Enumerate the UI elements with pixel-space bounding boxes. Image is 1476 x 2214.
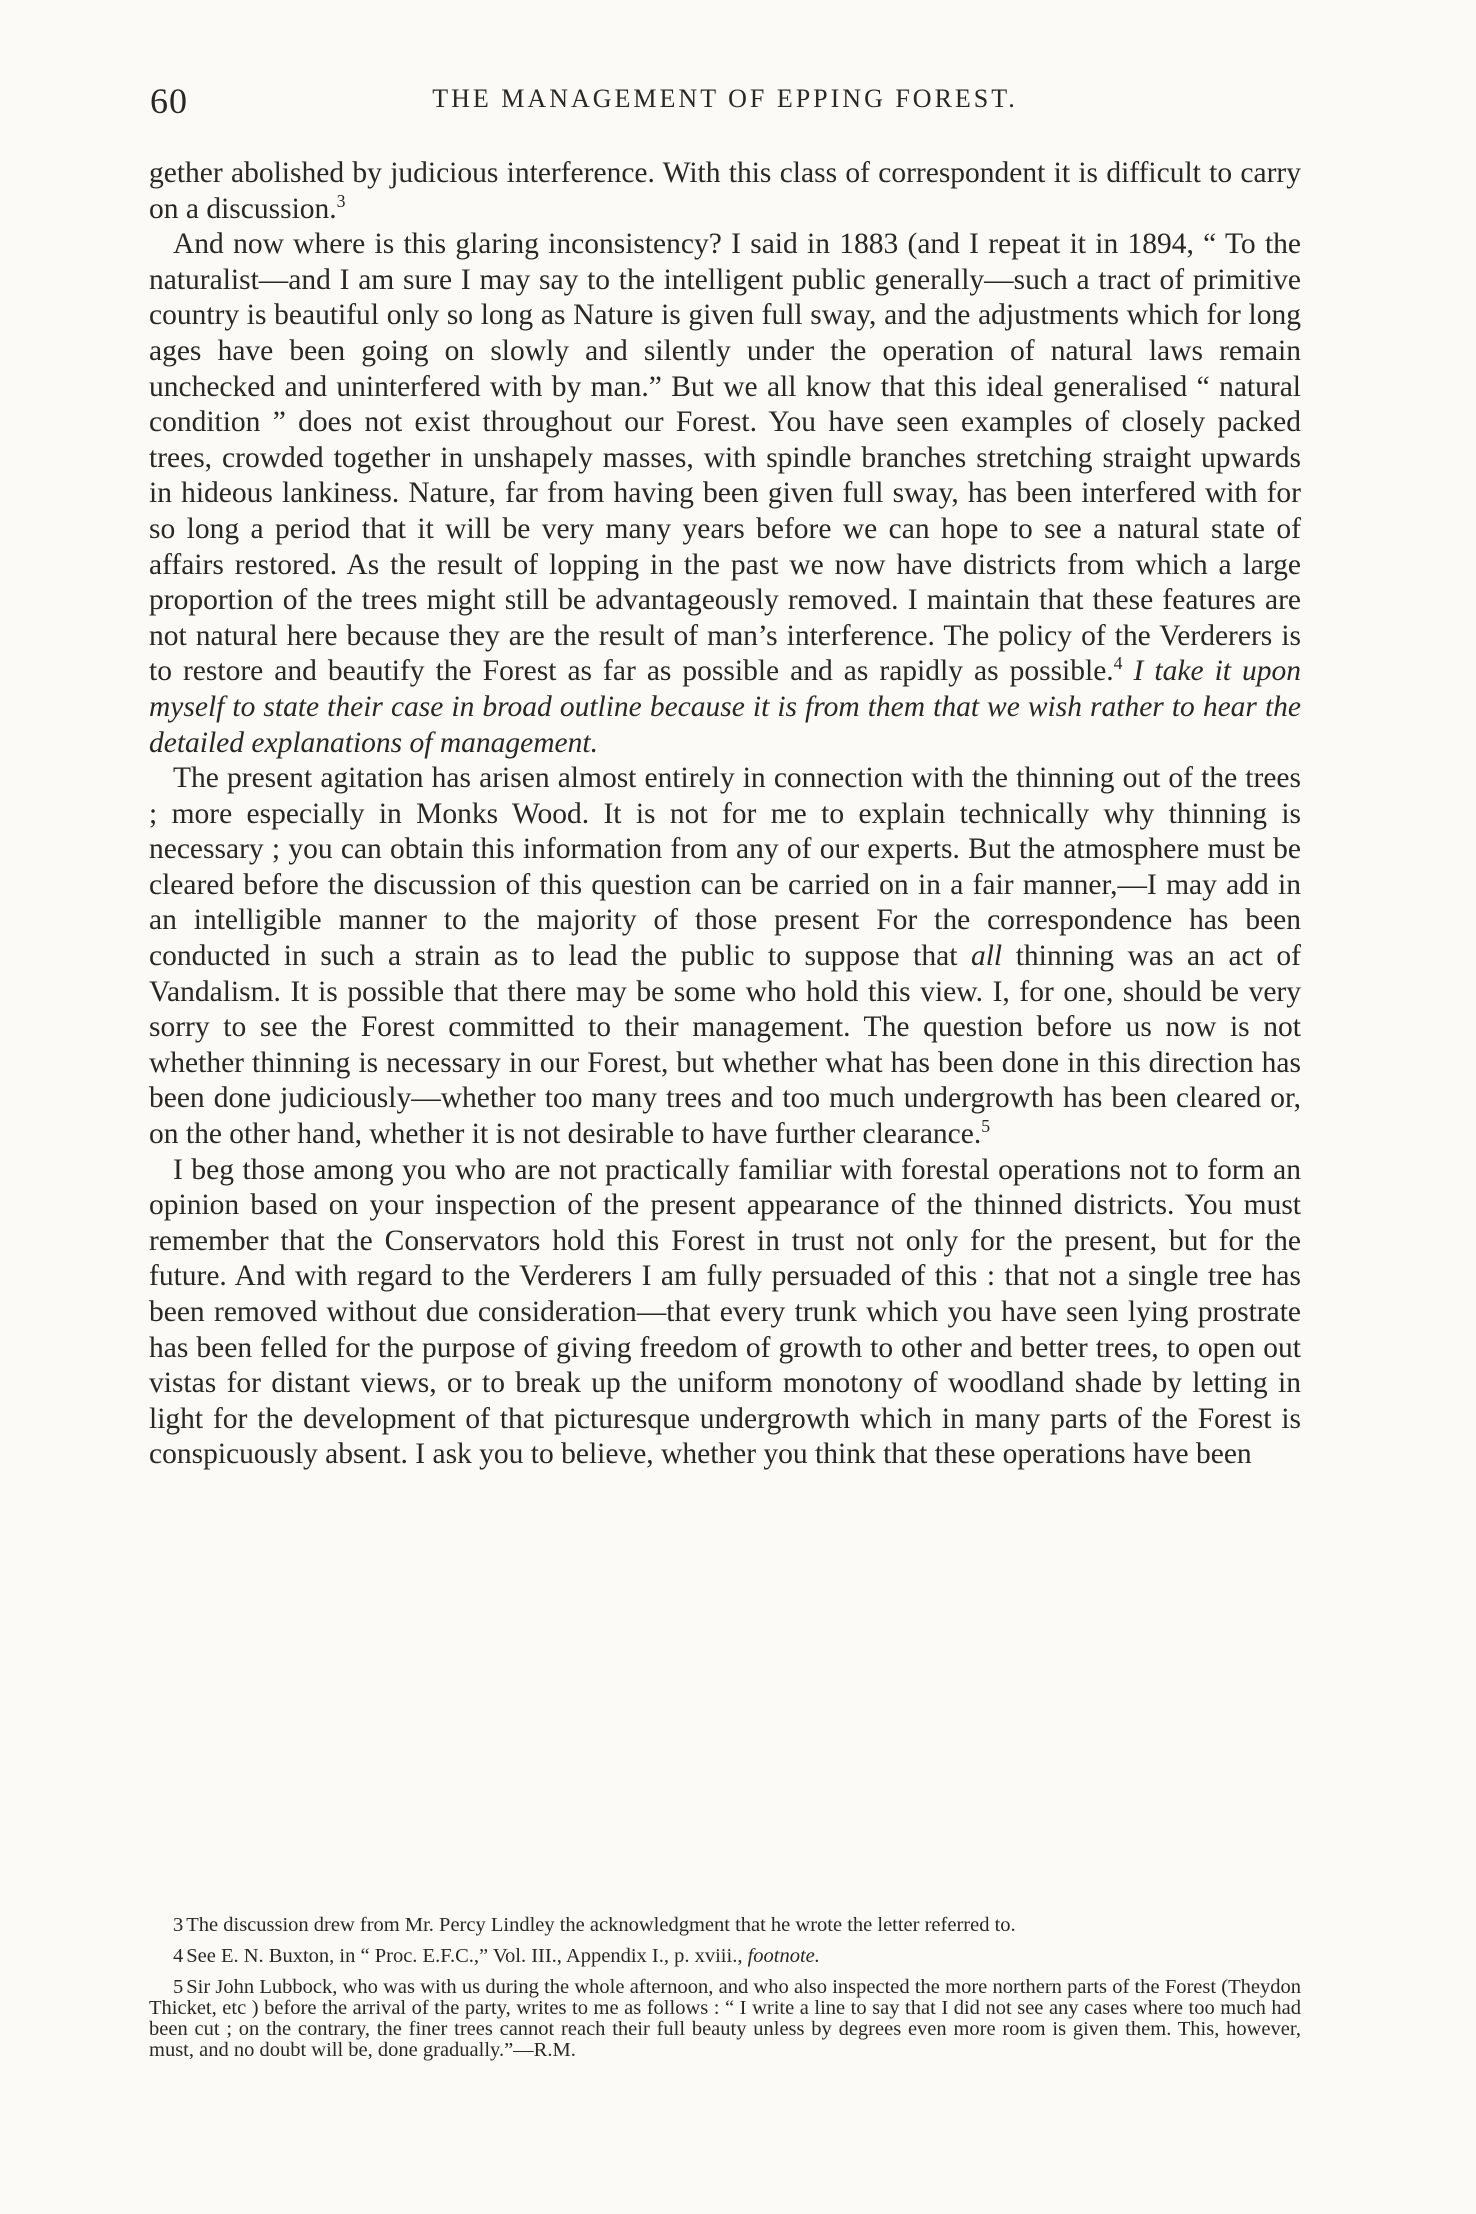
page-number: 60	[150, 81, 188, 121]
paragraph-4	[149, 1153, 1301, 1473]
footnote-3	[149, 1915, 1301, 1936]
paragraph-3	[149, 761, 1301, 1153]
footnote-text: Sir John Lubbock, who was with us during the whole afternoon, and who also inspected the more northern parts of the Forest (Theydon Thicket, etc ) before the arrival of the party, writes to me as follows : “ I write a line to say that I did not see any cases where too much had been cut ; on the contrary, the finer trees cannot reach their full beauty unless by degrees even more room is given them. This, however, must, and no doubt will be, done gradually.”—R.M.	[149, 1976, 1301, 2061]
footnote-text: The discussion drew from Mr. Percy Lindley the acknowledgment that he wrote the letter referred to.	[186, 1914, 1016, 1936]
footnote-ref: 3	[336, 190, 346, 211]
footnote-5	[149, 1977, 1301, 2061]
paragraph-text: I take it upon myself to state their case in broad outline because it is from them that we wish rather to hear the detailed explanations of management.	[149, 655, 1301, 759]
paragraph-text: thinning was an act of Vandalism. It is possible that there may be some who hold this view. I, for one, should be very sorry to see the Forest committed to their management. The question before us now is not whether thinning is necessary in our Forest, but whether what has been done in this direction has been done judiciously—whether too many trees and too much undergrowth has been cleared or, on the other hand, whether it is not desirable to have further clearance.	[149, 940, 1301, 1151]
body-text	[149, 156, 1301, 1473]
footnote-ref: 4	[1113, 653, 1123, 674]
footnote-ref: 5	[981, 1116, 991, 1137]
paragraph-text: And now where is this glaring inconsistency? I said in 1883 (and I repeat it in 1894, “ To the naturalist—and I am sure I may say to the intelligent public generally—such a tract of primitive country is beautiful only so long as Nature is given full sway, and the adjustments which for long ages have been going on slowly and silently under the operation of natural laws remain unchecked and uninterfered with by man.” But we all know that this ideal generalised “ natural condition ” does not exist throughout our Forest. You have seen examples of closely packed trees, crowded together in unshapely masses, with spindle branches stretching straight upwards in hideous lankiness. Nature, far from having been given full sway, has been interfered with for so long a period that it will be very many years before we can hope to see a natural state of affairs restored. As the result of lopping in the past we now have districts from which a large proportion of the trees might still be advantageously removed. I maintain that these features are not natural here because they are the result of man’s interference. The policy of the Verderers is to restore and beautify the Forest as far as possible and as rapidly as possible.	[149, 228, 1301, 688]
footnote-number: 4	[173, 1945, 184, 1967]
footnote-number: 5	[173, 1976, 184, 1998]
paragraph-text: I beg those among you who are not practically familiar with forestal operations not to form an opinion based on your inspection of the present appearance of the thinned districts. You must remember that the Conservators hold this Forest in trust not only for the present, but for the future. And with regard to the Verderers I am fully persuaded of this : that not a single tree has been removed without due consideration—that every trunk which you have seen lying prostrate has been felled for the purpose of giving freedom of growth to other and better trees, to open out vistas for distant views, or to break up the uniform monotony of woodland shade by letting in light for the development of that picturesque undergrowth which in many parts of the Forest is conspicuously absent. I ask you to believe, whether you think that these operations have been	[149, 1153, 1301, 1471]
footnote-emphasis: footnote.	[747, 1945, 820, 1967]
footnote-number: 3	[173, 1914, 184, 1936]
paragraph-text: The present agitation has arisen almost entirely in connection with the thinning out of the trees ; more especially in Monks Wood. It is not for me to explain technically why thinning is necessary ; you can obtain this information from any of our experts. But the atmosphere must be cleared before the discussion of this question can be carried on in a fair manner,—I may add in an intelligible manner to the majority of those present For the correspondence has been conducted in such a strain as to lead the public to suppose that	[149, 762, 1301, 973]
footnote-4	[149, 1946, 1301, 1967]
paragraph-text: gether abolished by judicious interference. With this class of correspondent it is difficult to carry on a discussion.	[149, 157, 1301, 225]
footnote-text: See E. N. Buxton, in “ Proc. E.F.C.,” Vol. III., Appendix I., p. xviii.,	[186, 1945, 748, 1967]
footnotes	[149, 1915, 1301, 2071]
paragraph-2	[149, 227, 1301, 761]
paragraph-1	[149, 156, 1301, 227]
page-header	[150, 80, 1300, 130]
emphasized-word: all	[970, 940, 1003, 973]
running-title: THE MANAGEMENT OF EPPING FOREST.	[432, 84, 1018, 113]
